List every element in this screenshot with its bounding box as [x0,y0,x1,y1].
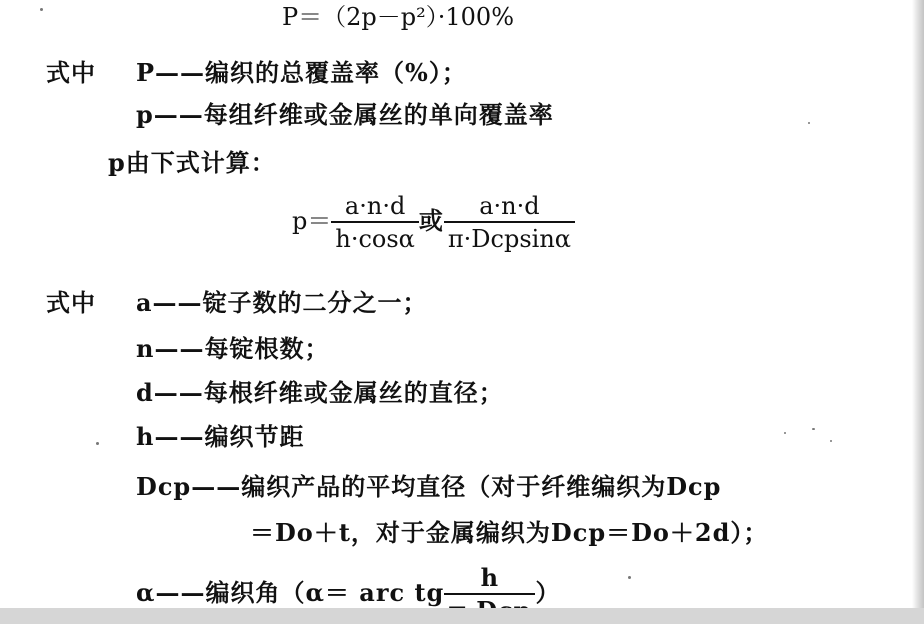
definition-desc: 每组纤维或金属丝的单向覆盖率 [203,100,554,129]
definition-desc: 每根纤维或金属丝的直径； [203,378,504,407]
definitions-lead-1: 式中 [46,58,96,87]
scan-speck [628,576,631,579]
fraction-numerator: a·n·d [344,191,406,220]
definition-term: p—— [136,100,204,129]
intro-text: p由下式计算： [108,148,276,177]
definition-term: α—— [136,578,206,607]
definition-term: d—— [136,378,204,407]
definition-row [136,58,467,88]
formula-lhs: p＝ [292,207,332,235]
definition-term: h—— [136,422,205,451]
definitions-lead-2: 式中 [46,288,96,317]
scan-speck [830,440,832,442]
definition-desc: 每锭根数； [204,334,330,363]
definition-row [136,472,721,502]
scan-speck [812,428,815,430]
scan-speck [784,432,786,434]
definition-term: P—— [136,58,206,87]
definition-term: Dcp—— [136,472,242,501]
fraction-denominator: π·Dcpsinα [444,221,575,255]
scan-speck [40,8,43,11]
definition-row [136,422,304,452]
definition-term: a—— [136,288,203,317]
alpha-close-paren: ） [535,578,561,607]
definition-desc: 编织角（α＝ arc tg [205,578,445,607]
fraction-1 [331,191,419,255]
definition-desc: ＝Do＋t，对于金属编织为Dcp＝Do＋2d）； [250,518,769,547]
scan-edge-bottom [0,608,924,624]
scan-speck [96,442,99,445]
formula-total-coverage: P＝（2p－p²）·100% [282,3,515,31]
fraction-denominator: h·cosα [331,221,419,255]
definition-row [136,100,554,130]
fraction-numerator: h [480,562,500,592]
fraction-numerator: a·n·d [479,191,540,220]
definition-desc: 编织产品的平均直径（对于纤维编织为Dcp [241,472,722,501]
formula-or: 或 [418,206,444,235]
definition-desc: 锭子数的二分之一； [202,288,428,317]
fraction-2 [444,191,575,255]
definition-continuation [250,518,768,548]
scan-speck [808,122,810,124]
formula-single-coverage [292,190,575,255]
definition-row [136,378,504,408]
definition-row [136,334,329,364]
definition-term: n—— [136,334,205,363]
definition-desc: 编织的总覆盖率（%）； [205,58,467,87]
scan-edge-right [912,0,924,624]
definition-row [136,288,428,318]
definition-desc: 编织节距 [204,422,305,451]
